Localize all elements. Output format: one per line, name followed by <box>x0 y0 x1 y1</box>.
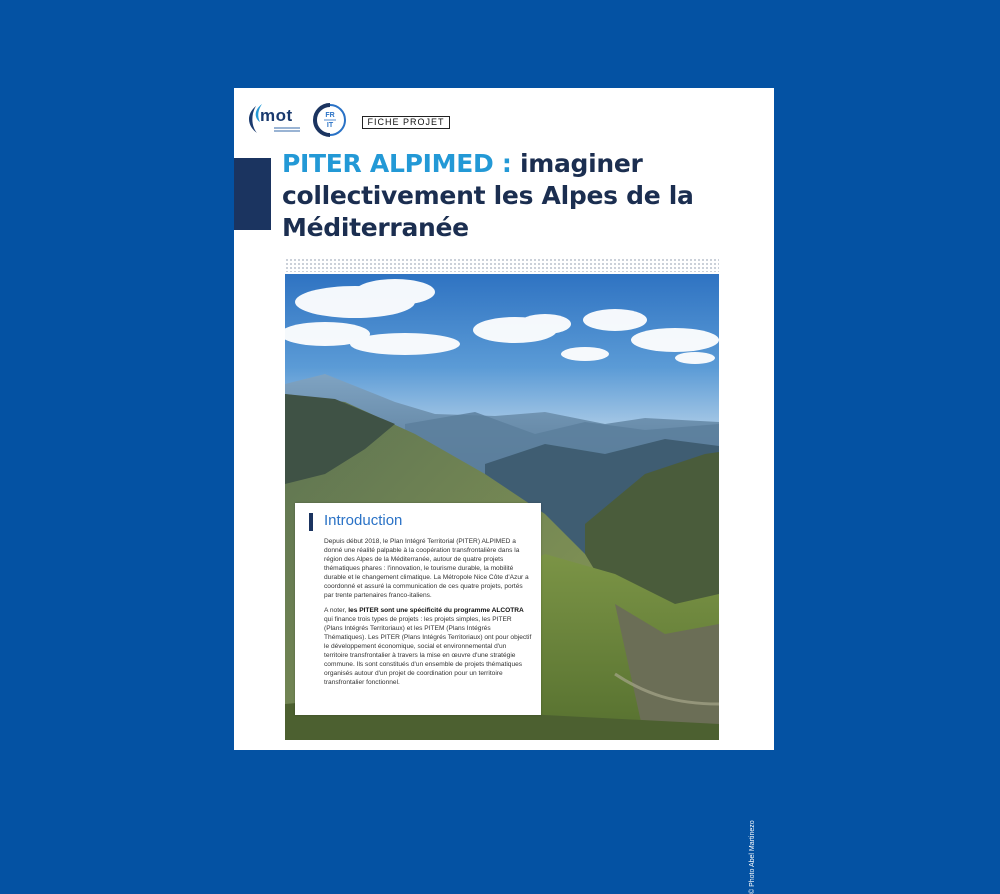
introduction-paragraph-1: Depuis début 2018, le Plan Intégré Territorial (PITER) ALPIMED a donné une réalité palpable à la coopération transfrontalière dans la région des Alpes de la Méditerranée, autour de quatre projets thématiques phares : l'innovation, le tourisme durable, la mobilité durable et le changement climatique. La Métropole Nice Côte d'Azur a coordonné et assuré la communication de ces quatre projets, portés par trente partenaires franco-italiens. <box>324 538 529 599</box>
introduction-paragraph-2 <box>324 606 532 687</box>
photo-credit: © Photo Abel Martinezo <box>749 820 756 894</box>
fiche-projet-badge: FICHE PROJET <box>362 116 450 129</box>
paragraph-2-start: A noter, <box>324 607 349 614</box>
paragraph-2-bold: les PITER sont une spécificité du programme ALCOTRA <box>348 607 524 614</box>
mot-logo-tagline-line <box>274 130 300 132</box>
mot-logo <box>248 102 312 136</box>
mot-logo-tagline-line <box>274 127 300 129</box>
fr-label: FR <box>325 112 335 119</box>
introduction-accent-bar <box>309 513 313 531</box>
introduction-heading: Introduction <box>324 512 403 529</box>
title-rest: imaginer collectivement les Alpes de la Méditerranée <box>282 149 694 242</box>
fr-it-logo-text <box>323 112 337 130</box>
it-label: IT <box>326 122 334 129</box>
title-side-bar <box>234 158 271 230</box>
page-title <box>282 148 762 244</box>
paragraph-2-rest: qui finance trois types de projets : les projets simples, les PITER (Plans Intégrés Territoriaux) et les PITEM (Plans Intégrés Thématiques). Les PITER (Plans Intégrés Territoriaux) ont pour objectif le développement économique, social et environnemental d'un territoire transfrontalier à travers la mise en œuvre d'une stratégie commune. Ils sont constitués d'un ensemble de projets thématiques organisés autour d'un projet de coordination pour un territoire transfrontalier fonctionnel. <box>324 616 532 686</box>
fr-it-logo <box>314 103 346 137</box>
title-accent: PITER ALPIMED : <box>282 149 512 178</box>
introduction-body <box>324 537 532 693</box>
dotted-divider <box>285 258 719 272</box>
introduction-box <box>295 503 541 715</box>
mot-logo-text: mot <box>260 106 293 125</box>
document-page <box>234 88 774 894</box>
